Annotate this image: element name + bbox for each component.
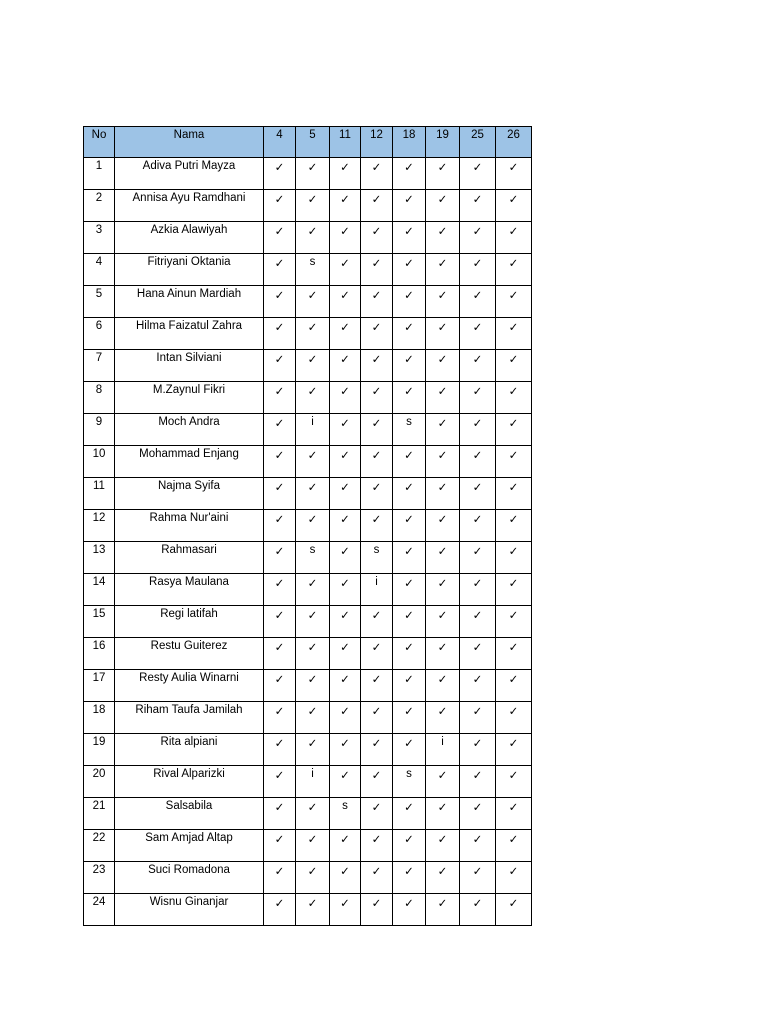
row-number: 10 — [84, 446, 115, 478]
present-check-mark: ✓ — [330, 478, 361, 510]
student-name: Hana Ainun Mardiah — [115, 286, 264, 318]
table-body — [84, 158, 532, 926]
present-check-mark: ✓ — [361, 638, 393, 670]
present-check-mark: ✓ — [460, 350, 496, 382]
present-check-mark: ✓ — [496, 862, 532, 894]
present-check-mark: ✓ — [296, 286, 330, 318]
present-check-mark: ✓ — [361, 254, 393, 286]
present-check-mark: ✓ — [393, 670, 426, 702]
student-name: Riham Taufa Jamilah — [115, 702, 264, 734]
present-check-mark: ✓ — [330, 670, 361, 702]
table-row — [84, 766, 532, 798]
student-name: Suci Romadona — [115, 862, 264, 894]
present-check-mark: ✓ — [460, 830, 496, 862]
present-check-mark: ✓ — [264, 702, 296, 734]
row-number: 7 — [84, 350, 115, 382]
present-check-mark: ✓ — [496, 830, 532, 862]
present-check-mark: ✓ — [361, 862, 393, 894]
present-check-mark: ✓ — [393, 478, 426, 510]
present-check-mark: ✓ — [330, 286, 361, 318]
table-row — [84, 670, 532, 702]
present-check-mark: ✓ — [426, 478, 460, 510]
present-check-mark: ✓ — [460, 190, 496, 222]
row-number: 22 — [84, 830, 115, 862]
student-name: Rahma Nur'aini — [115, 510, 264, 542]
present-check-mark: ✓ — [330, 862, 361, 894]
table-row — [84, 222, 532, 254]
header-name: Nama — [115, 127, 264, 158]
table-row — [84, 542, 532, 574]
attendance-status-cell: s — [393, 766, 426, 798]
row-number: 11 — [84, 478, 115, 510]
present-check-mark: ✓ — [460, 478, 496, 510]
present-check-mark: ✓ — [393, 158, 426, 190]
present-check-mark: ✓ — [296, 446, 330, 478]
present-check-mark: ✓ — [264, 798, 296, 830]
present-check-mark: ✓ — [496, 478, 532, 510]
attendance-status-cell: s — [393, 414, 426, 446]
present-check-mark: ✓ — [393, 702, 426, 734]
present-check-mark: ✓ — [460, 318, 496, 350]
present-check-mark: ✓ — [361, 414, 393, 446]
row-number: 15 — [84, 606, 115, 638]
table-row — [84, 286, 532, 318]
header-date: 19 — [426, 127, 460, 158]
present-check-mark: ✓ — [361, 222, 393, 254]
row-number: 9 — [84, 414, 115, 446]
student-name: Azkia Alawiyah — [115, 222, 264, 254]
attendance-status-cell: s — [296, 254, 330, 286]
present-check-mark: ✓ — [496, 318, 532, 350]
present-check-mark: ✓ — [496, 606, 532, 638]
present-check-mark: ✓ — [330, 414, 361, 446]
row-number: 8 — [84, 382, 115, 414]
present-check-mark: ✓ — [330, 158, 361, 190]
header-date: 12 — [361, 127, 393, 158]
present-check-mark: ✓ — [426, 222, 460, 254]
row-number: 20 — [84, 766, 115, 798]
present-check-mark: ✓ — [426, 894, 460, 926]
table-header — [84, 127, 532, 158]
table-row — [84, 350, 532, 382]
row-number: 17 — [84, 670, 115, 702]
student-name: Wisnu Ginanjar — [115, 894, 264, 926]
present-check-mark: ✓ — [426, 318, 460, 350]
present-check-mark: ✓ — [460, 510, 496, 542]
student-name: Hilma Faizatul Zahra — [115, 318, 264, 350]
present-check-mark: ✓ — [393, 894, 426, 926]
present-check-mark: ✓ — [330, 574, 361, 606]
present-check-mark: ✓ — [296, 830, 330, 862]
present-check-mark: ✓ — [264, 190, 296, 222]
present-check-mark: ✓ — [460, 670, 496, 702]
table-row — [84, 158, 532, 190]
present-check-mark: ✓ — [330, 766, 361, 798]
present-check-mark: ✓ — [426, 542, 460, 574]
student-name: M.Zaynul Fikri — [115, 382, 264, 414]
present-check-mark: ✓ — [496, 414, 532, 446]
present-check-mark: ✓ — [296, 574, 330, 606]
student-name: Salsabila — [115, 798, 264, 830]
present-check-mark: ✓ — [426, 702, 460, 734]
present-check-mark: ✓ — [393, 830, 426, 862]
present-check-mark: ✓ — [296, 894, 330, 926]
attendance-status-cell: i — [296, 766, 330, 798]
present-check-mark: ✓ — [330, 542, 361, 574]
row-number: 23 — [84, 862, 115, 894]
present-check-mark: ✓ — [426, 510, 460, 542]
student-name: Rival Alparizki — [115, 766, 264, 798]
present-check-mark: ✓ — [460, 638, 496, 670]
table-row — [84, 254, 532, 286]
present-check-mark: ✓ — [330, 318, 361, 350]
table-row — [84, 862, 532, 894]
present-check-mark: ✓ — [361, 894, 393, 926]
table-row — [84, 318, 532, 350]
student-name: Adiva Putri Mayza — [115, 158, 264, 190]
present-check-mark: ✓ — [460, 734, 496, 766]
row-number: 13 — [84, 542, 115, 574]
present-check-mark: ✓ — [460, 254, 496, 286]
present-check-mark: ✓ — [460, 606, 496, 638]
present-check-mark: ✓ — [496, 254, 532, 286]
present-check-mark: ✓ — [264, 254, 296, 286]
present-check-mark: ✓ — [296, 670, 330, 702]
present-check-mark: ✓ — [460, 574, 496, 606]
present-check-mark: ✓ — [393, 446, 426, 478]
present-check-mark: ✓ — [296, 350, 330, 382]
present-check-mark: ✓ — [264, 894, 296, 926]
present-check-mark: ✓ — [361, 478, 393, 510]
present-check-mark: ✓ — [393, 638, 426, 670]
present-check-mark: ✓ — [460, 446, 496, 478]
present-check-mark: ✓ — [264, 606, 296, 638]
student-name: Sam Amjad Altap — [115, 830, 264, 862]
present-check-mark: ✓ — [264, 542, 296, 574]
present-check-mark: ✓ — [393, 574, 426, 606]
present-check-mark: ✓ — [330, 830, 361, 862]
present-check-mark: ✓ — [460, 894, 496, 926]
present-check-mark: ✓ — [264, 510, 296, 542]
present-check-mark: ✓ — [361, 734, 393, 766]
present-check-mark: ✓ — [393, 734, 426, 766]
present-check-mark: ✓ — [296, 318, 330, 350]
present-check-mark: ✓ — [296, 222, 330, 254]
row-number: 5 — [84, 286, 115, 318]
student-name: Moch Andra — [115, 414, 264, 446]
present-check-mark: ✓ — [426, 382, 460, 414]
present-check-mark: ✓ — [264, 478, 296, 510]
student-name: Rahmasari — [115, 542, 264, 574]
present-check-mark: ✓ — [496, 190, 532, 222]
present-check-mark: ✓ — [330, 702, 361, 734]
row-number: 3 — [84, 222, 115, 254]
present-check-mark: ✓ — [393, 350, 426, 382]
present-check-mark: ✓ — [361, 318, 393, 350]
present-check-mark: ✓ — [361, 702, 393, 734]
header-date: 5 — [296, 127, 330, 158]
present-check-mark: ✓ — [330, 510, 361, 542]
present-check-mark: ✓ — [460, 702, 496, 734]
present-check-mark: ✓ — [330, 638, 361, 670]
present-check-mark: ✓ — [460, 222, 496, 254]
student-name: Resty Aulia Winarni — [115, 670, 264, 702]
present-check-mark: ✓ — [330, 222, 361, 254]
present-check-mark: ✓ — [393, 510, 426, 542]
present-check-mark: ✓ — [361, 670, 393, 702]
present-check-mark: ✓ — [393, 254, 426, 286]
student-name: Rasya Maulana — [115, 574, 264, 606]
present-check-mark: ✓ — [361, 350, 393, 382]
row-number: 18 — [84, 702, 115, 734]
present-check-mark: ✓ — [264, 766, 296, 798]
present-check-mark: ✓ — [264, 382, 296, 414]
present-check-mark: ✓ — [264, 670, 296, 702]
attendance-status-cell: i — [361, 574, 393, 606]
present-check-mark: ✓ — [330, 190, 361, 222]
row-number: 21 — [84, 798, 115, 830]
present-check-mark: ✓ — [460, 862, 496, 894]
present-check-mark: ✓ — [496, 574, 532, 606]
table-row — [84, 894, 532, 926]
present-check-mark: ✓ — [460, 798, 496, 830]
student-name: Regi latifah — [115, 606, 264, 638]
present-check-mark: ✓ — [264, 286, 296, 318]
present-check-mark: ✓ — [393, 318, 426, 350]
present-check-mark: ✓ — [264, 222, 296, 254]
present-check-mark: ✓ — [460, 382, 496, 414]
student-name: Annisa Ayu Ramdhani — [115, 190, 264, 222]
row-number: 16 — [84, 638, 115, 670]
present-check-mark: ✓ — [330, 734, 361, 766]
present-check-mark: ✓ — [296, 190, 330, 222]
present-check-mark: ✓ — [393, 862, 426, 894]
present-check-mark: ✓ — [426, 670, 460, 702]
present-check-mark: ✓ — [330, 350, 361, 382]
row-number: 1 — [84, 158, 115, 190]
present-check-mark: ✓ — [296, 478, 330, 510]
student-name: Rita alpiani — [115, 734, 264, 766]
present-check-mark: ✓ — [496, 382, 532, 414]
present-check-mark: ✓ — [496, 222, 532, 254]
present-check-mark: ✓ — [330, 894, 361, 926]
header-date: 26 — [496, 127, 532, 158]
present-check-mark: ✓ — [361, 190, 393, 222]
present-check-mark: ✓ — [264, 734, 296, 766]
present-check-mark: ✓ — [496, 158, 532, 190]
row-number: 6 — [84, 318, 115, 350]
present-check-mark: ✓ — [426, 798, 460, 830]
present-check-mark: ✓ — [330, 606, 361, 638]
header-date: 25 — [460, 127, 496, 158]
table-row — [84, 638, 532, 670]
attendance-status-cell: s — [361, 542, 393, 574]
present-check-mark: ✓ — [264, 574, 296, 606]
present-check-mark: ✓ — [496, 734, 532, 766]
student-name: Mohammad Enjang — [115, 446, 264, 478]
present-check-mark: ✓ — [361, 830, 393, 862]
table-row — [84, 734, 532, 766]
present-check-mark: ✓ — [426, 414, 460, 446]
present-check-mark: ✓ — [361, 382, 393, 414]
present-check-mark: ✓ — [296, 510, 330, 542]
attendance-status-cell: s — [296, 542, 330, 574]
header-date: 18 — [393, 127, 426, 158]
table-row — [84, 446, 532, 478]
present-check-mark: ✓ — [296, 638, 330, 670]
present-check-mark: ✓ — [296, 734, 330, 766]
row-number: 14 — [84, 574, 115, 606]
present-check-mark: ✓ — [264, 862, 296, 894]
present-check-mark: ✓ — [296, 862, 330, 894]
row-number: 12 — [84, 510, 115, 542]
present-check-mark: ✓ — [330, 446, 361, 478]
present-check-mark: ✓ — [296, 382, 330, 414]
present-check-mark: ✓ — [393, 606, 426, 638]
present-check-mark: ✓ — [426, 286, 460, 318]
table-row — [84, 798, 532, 830]
table-row — [84, 382, 532, 414]
present-check-mark: ✓ — [496, 510, 532, 542]
table-row — [84, 606, 532, 638]
present-check-mark: ✓ — [496, 542, 532, 574]
present-check-mark: ✓ — [460, 158, 496, 190]
row-number: 24 — [84, 894, 115, 926]
present-check-mark: ✓ — [460, 414, 496, 446]
present-check-mark: ✓ — [393, 286, 426, 318]
present-check-mark: ✓ — [426, 830, 460, 862]
table-row — [84, 190, 532, 222]
present-check-mark: ✓ — [330, 382, 361, 414]
present-check-mark: ✓ — [264, 158, 296, 190]
attendance-status-cell: i — [296, 414, 330, 446]
present-check-mark: ✓ — [496, 766, 532, 798]
table-row — [84, 830, 532, 862]
table-row — [84, 478, 532, 510]
present-check-mark: ✓ — [496, 446, 532, 478]
attendance-status-cell: s — [330, 798, 361, 830]
table-row — [84, 702, 532, 734]
present-check-mark: ✓ — [460, 542, 496, 574]
present-check-mark: ✓ — [426, 766, 460, 798]
present-check-mark: ✓ — [393, 542, 426, 574]
attendance-status-cell: i — [426, 734, 460, 766]
student-name: Fitriyani Oktania — [115, 254, 264, 286]
present-check-mark: ✓ — [426, 446, 460, 478]
present-check-mark: ✓ — [296, 606, 330, 638]
present-check-mark: ✓ — [460, 766, 496, 798]
present-check-mark: ✓ — [361, 286, 393, 318]
student-name: Intan Silviani — [115, 350, 264, 382]
present-check-mark: ✓ — [264, 446, 296, 478]
present-check-mark: ✓ — [361, 158, 393, 190]
present-check-mark: ✓ — [361, 766, 393, 798]
present-check-mark: ✓ — [496, 798, 532, 830]
present-check-mark: ✓ — [393, 190, 426, 222]
present-check-mark: ✓ — [426, 862, 460, 894]
header-row — [84, 127, 532, 158]
present-check-mark: ✓ — [264, 638, 296, 670]
present-check-mark: ✓ — [361, 798, 393, 830]
present-check-mark: ✓ — [426, 638, 460, 670]
present-check-mark: ✓ — [460, 286, 496, 318]
table-row — [84, 414, 532, 446]
present-check-mark: ✓ — [393, 222, 426, 254]
present-check-mark: ✓ — [426, 574, 460, 606]
present-check-mark: ✓ — [496, 286, 532, 318]
present-check-mark: ✓ — [496, 894, 532, 926]
present-check-mark: ✓ — [496, 702, 532, 734]
table-row — [84, 574, 532, 606]
attendance-table — [83, 126, 532, 926]
present-check-mark: ✓ — [361, 510, 393, 542]
present-check-mark: ✓ — [426, 190, 460, 222]
present-check-mark: ✓ — [264, 414, 296, 446]
present-check-mark: ✓ — [496, 638, 532, 670]
header-no: No — [84, 127, 115, 158]
present-check-mark: ✓ — [264, 350, 296, 382]
present-check-mark: ✓ — [393, 382, 426, 414]
present-check-mark: ✓ — [393, 798, 426, 830]
present-check-mark: ✓ — [361, 606, 393, 638]
present-check-mark: ✓ — [296, 158, 330, 190]
present-check-mark: ✓ — [330, 254, 361, 286]
row-number: 19 — [84, 734, 115, 766]
present-check-mark: ✓ — [426, 158, 460, 190]
present-check-mark: ✓ — [296, 798, 330, 830]
present-check-mark: ✓ — [426, 350, 460, 382]
row-number: 4 — [84, 254, 115, 286]
present-check-mark: ✓ — [496, 670, 532, 702]
header-date: 11 — [330, 127, 361, 158]
row-number: 2 — [84, 190, 115, 222]
present-check-mark: ✓ — [361, 446, 393, 478]
present-check-mark: ✓ — [426, 254, 460, 286]
student-name: Najma Syifa — [115, 478, 264, 510]
table-row — [84, 510, 532, 542]
present-check-mark: ✓ — [264, 318, 296, 350]
present-check-mark: ✓ — [264, 830, 296, 862]
present-check-mark: ✓ — [296, 702, 330, 734]
student-name: Restu Guiterez — [115, 638, 264, 670]
present-check-mark: ✓ — [496, 350, 532, 382]
present-check-mark: ✓ — [426, 606, 460, 638]
header-date: 4 — [264, 127, 296, 158]
